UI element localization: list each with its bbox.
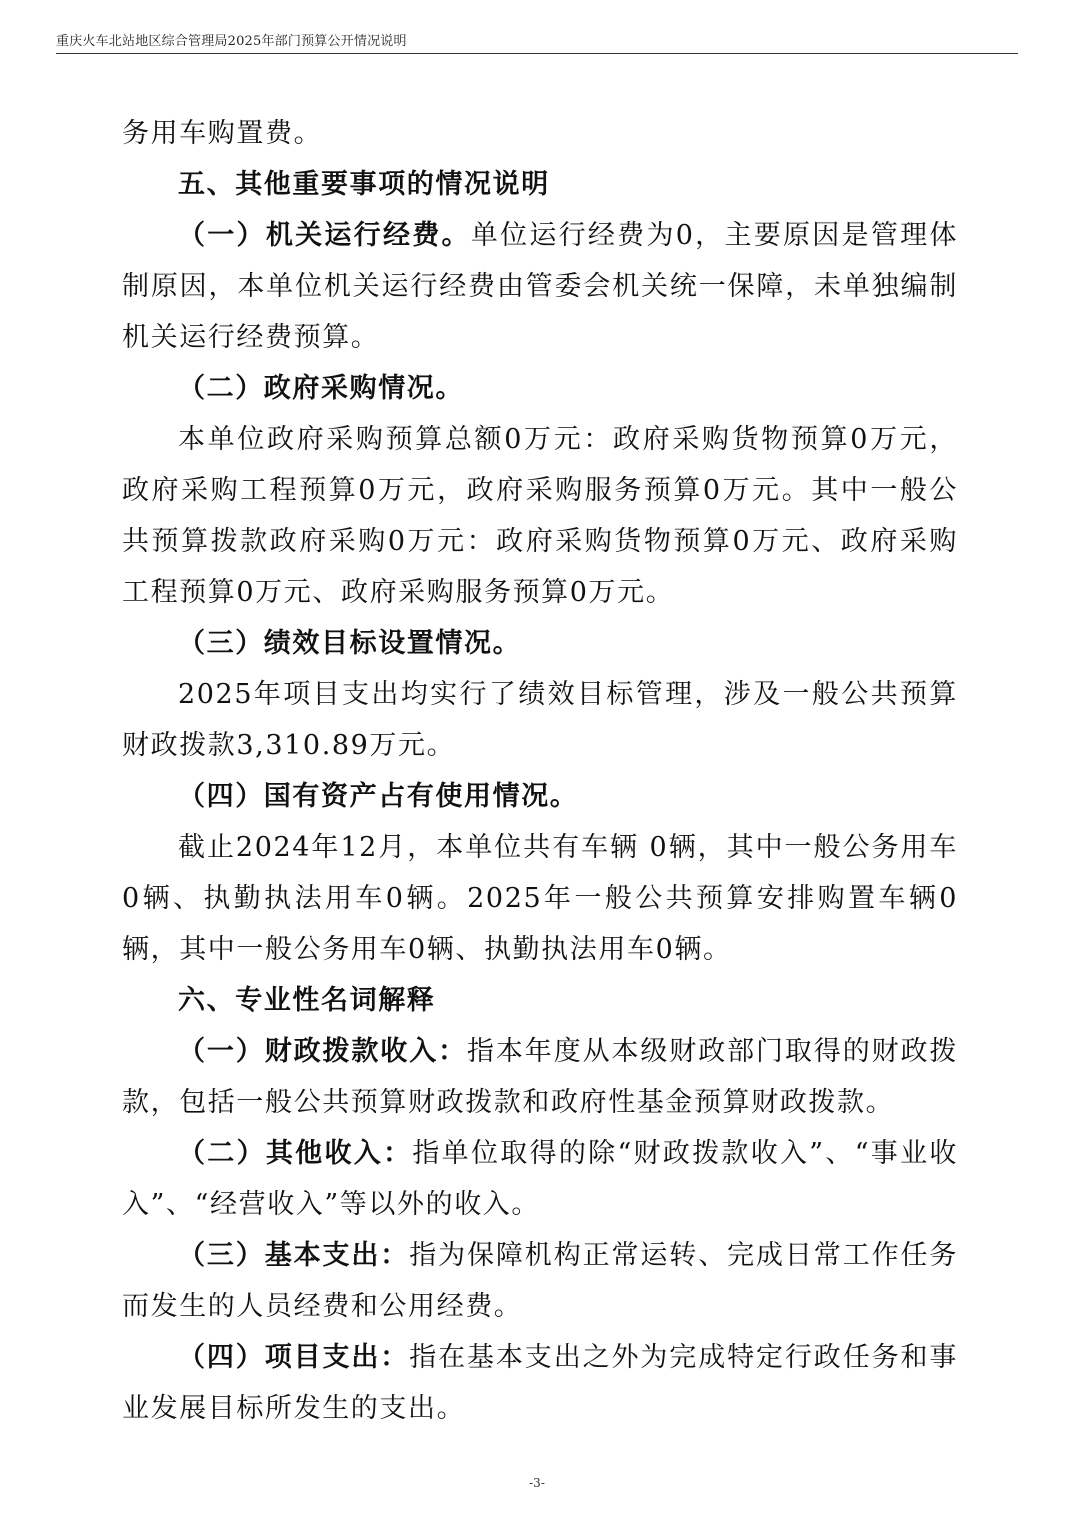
term-fiscal-income <box>122 1026 958 1128</box>
term-project-expenditure <box>122 1332 958 1434</box>
term-text: 指本年度从本级财政部门取得的财政拨款，包括一般公共预算财政拨款和政府性基金预算财政拨款。 <box>122 1036 958 1118</box>
term-text: 指为保障机构正常运转、完成日常工作任务而发生的人员经费和公用经费。 <box>122 1240 958 1322</box>
section-heading-6: 六、专业性名词解释 <box>178 985 436 1016</box>
continued-paragraph: 务用车购置费。 <box>122 118 323 149</box>
item-performance-heading <box>122 618 958 669</box>
procurement-paragraph: 本单位政府采购预算总额0万元：政府采购货物预算0万元，政府采购工程预算0万元，政府采购服务预算0万元。其中一般公共预算拨款政府采购0万元：政府采购货物预算0万元、政府采购工程预算0万元、政府采购服务预算0万元。 <box>122 424 958 608</box>
item-procurement-heading <box>122 363 958 414</box>
term-label: （三）基本支出： <box>178 1240 410 1271</box>
item-assets-heading <box>122 771 958 822</box>
term-text: 指在基本支出之外为完成特定行政任务和事业发展目标所发生的支出。 <box>122 1342 958 1424</box>
item-operating-costs <box>122 210 958 363</box>
term-other-income <box>122 1128 958 1230</box>
item-label: （四）国有资产占有使用情况。 <box>178 781 579 812</box>
term-label: （二）其他收入： <box>178 1138 413 1169</box>
section-heading-5: 五、其他重要事项的情况说明 <box>178 169 550 200</box>
item-label: （二）政府采购情况。 <box>178 373 464 404</box>
assets-paragraph: 截止2024年12月，本单位共有车辆 0辆，其中一般公务用车0辆、执勤执法用车0辆。2025年一般公共预算安排购置车辆0辆，其中一般公务用车0辆、执勤执法用车0辆。 <box>122 832 958 965</box>
term-label: （一）财政拨款收入： <box>178 1036 467 1067</box>
document-header: 重庆火车北站地区综合管理局2025年部门预算公开情况说明 <box>56 34 407 49</box>
header-rule <box>56 53 1018 54</box>
term-text: 指单位取得的除“财政拨款收入”、“事业收入”、“经营收入”等以外的收入。 <box>122 1138 958 1220</box>
item-label: （一）机关运行经费。 <box>178 220 471 251</box>
performance-paragraph: 2025年项目支出均实行了绩效目标管理，涉及一般公共预算财政拨款3,310.89万元。 <box>122 679 958 761</box>
term-label: （四）项目支出： <box>178 1342 410 1373</box>
item-text: 单位运行经费为0，主要原因是管理体制原因，本单位机关运行经费由管委会机关统一保障，未单独编制机关运行经费预算。 <box>122 220 958 353</box>
item-label: （三）绩效目标设置情况。 <box>178 628 522 659</box>
page-number: -3- <box>529 1476 545 1490</box>
document-body <box>122 108 958 1434</box>
term-basic-expenditure <box>122 1230 958 1332</box>
